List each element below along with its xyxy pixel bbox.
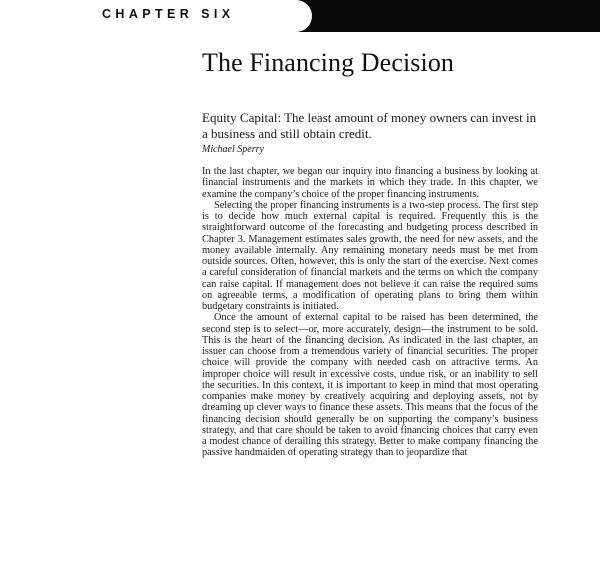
- chapter-label-tab: [0, 0, 312, 32]
- epigraph-author: Michael Sperry: [202, 144, 264, 155]
- paragraph: Once the amount of external capital to be raised has been determined, the second step is to select—or, more accurately, design—the instrument to be sold. This is the heart of the financing decision. As indicated in the last chapter, an issuer can choose from a tremendous variety of financial securities. The proper choice will provide the company with needed cash on attractive terms. An improper choice will result in excessive costs, undue risk, or an inability to sell the securities. In this context, it is important to keep in mind that most operating companies make money by creatively acquiring and deploying assets, not by dreaming up clever ways to finance these assets. This means that the focus of the financing decision should generally be on supporting the company’s business strategy, and that care should be taken to avoid financing choices that carry even a modest chance of derailing this strategy. Better to make company financing the passive handmaiden of operating strategy than to jeopardize that: [202, 312, 538, 459]
- chapter-label: CHAPTER SIX: [102, 7, 235, 21]
- paragraph: In the last chapter, we began our inquiry into financing a business by looking at financial instruments and the markets in which they trade. In this chapter, we examine the company’s choice of the proper financing instruments.: [202, 166, 538, 200]
- epigraph-quote: Equity Capital: The least amount of money owners can invest in a business and still obtain credit.: [202, 110, 537, 141]
- body-text: [202, 166, 538, 459]
- chapter-title: The Financing Decision: [202, 48, 455, 77]
- paragraph: Selecting the proper financing instruments is a two-step process. The first step is to decide how much external capital is required. Frequently this is the straightforward outcome of the forecasting and budgeting process described in Chapter 3. Management estimates sales growth, the need for new assets, and the money available internally. Any remaining monetary needs must be met from outside sources. Often, however, this is only the start of the exercise. Next comes a careful consideration of financial markets and the terms on which the company can raise capital. If management does not believe it can raise the required sums on agreeable terms, a modification of operating plans to bring them within budgetary constraints is initiated.: [202, 199, 538, 312]
- chapter-header-band: [0, 0, 600, 32]
